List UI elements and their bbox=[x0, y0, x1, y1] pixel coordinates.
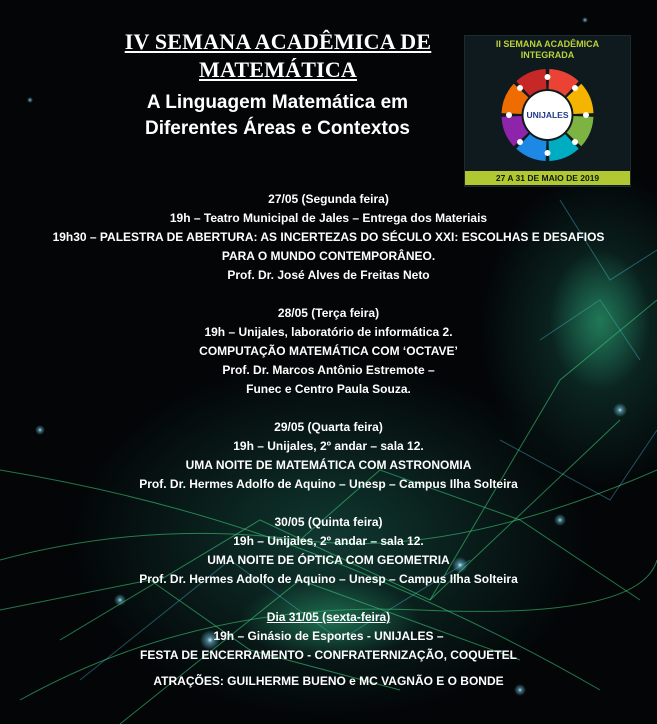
logo-title: II SEMANA ACADÊMICA INTEGRADA bbox=[495, 39, 600, 60]
event-line: 19h – Teatro Municipal de Jales – Entrega dos Materiais bbox=[169, 211, 488, 225]
page-subtitle bbox=[100, 90, 455, 142]
attractions bbox=[0, 672, 657, 691]
event-line: Prof. Dr. Hermes Adolfo de Aquino – Unesp – Campus Ilha Solteira bbox=[139, 572, 518, 586]
event-line: Funec e Centro Paula Souza. bbox=[246, 382, 411, 396]
logo-date: 27 A 31 DE MAIO DE 2019 bbox=[465, 171, 630, 185]
event-logo bbox=[464, 35, 631, 187]
event-line: 19h – Unijales, 2º andar – sala 12. bbox=[233, 534, 424, 548]
subtitle-line-2: Diferentes Áreas e Contextos bbox=[144, 118, 411, 139]
logo-center-text: UNIJALES bbox=[526, 110, 569, 120]
subtitle-line-1: A Linguagem Matemática em bbox=[146, 92, 409, 113]
event-day-3 bbox=[0, 418, 657, 494]
event-line: UMA NOITE DE MATEMÁTICA COM ASTRONOMIA bbox=[185, 458, 472, 472]
event-line: 19h – Unijales, 2º andar – sala 12. bbox=[233, 439, 424, 453]
event-date: 27/05 (Segunda feira) bbox=[268, 192, 389, 206]
event-day-2 bbox=[0, 304, 657, 399]
event-day-5 bbox=[0, 608, 657, 665]
events-schedule bbox=[0, 190, 657, 691]
title-line-1: IV SEMANA ACADÊMICA DE bbox=[124, 29, 432, 54]
event-date: 30/05 (Quinta feira) bbox=[274, 515, 383, 529]
event-line: 19h30 – PALESTRA DE ABERTURA: AS INCERTEZAS DO SÉCULO XXI: ESCOLHAS E DESAFIOS bbox=[52, 230, 605, 244]
page-title bbox=[90, 28, 466, 84]
event-date: 28/05 (Terça feira) bbox=[277, 306, 380, 320]
logo-wheel bbox=[465, 60, 630, 170]
event-day-4 bbox=[0, 513, 657, 589]
event-line: 19h – Unijales, laboratório de informática 2. bbox=[204, 325, 453, 339]
title-line-2: MATEMÁTICA bbox=[198, 57, 358, 82]
event-line: Prof. Dr. Hermes Adolfo de Aquino – Unesp – Campus Ilha Solteira bbox=[139, 477, 518, 491]
event-line: UMA NOITE DE ÓPTICA COM GEOMETRIA bbox=[207, 553, 450, 567]
event-line: 19h – Ginásio de Esportes - UNIJALES – bbox=[213, 629, 444, 643]
event-line: Prof. Dr. Marcos Antônio Estremote – bbox=[222, 363, 435, 377]
event-line: PARA O MUNDO CONTEMPORÂNEO. bbox=[221, 249, 436, 263]
event-date: Dia 31/05 (sexta-feira) bbox=[266, 610, 391, 624]
event-date: 29/05 (Quarta feira) bbox=[274, 420, 383, 434]
attractions-text: ATRAÇÕES: GUILHERME BUENO e MC VAGNÃO E O BONDE bbox=[153, 674, 504, 688]
event-line: COMPUTAÇÃO MATEMÁTICA COM ‘OCTAVE’ bbox=[199, 344, 458, 358]
event-day-1 bbox=[0, 190, 657, 285]
event-line: FESTA DE ENCERRAMENTO - CONFRATERNIZAÇÃO, COQUETEL bbox=[140, 648, 517, 662]
event-line: Prof. Dr. José Alves de Freitas Neto bbox=[227, 268, 430, 282]
